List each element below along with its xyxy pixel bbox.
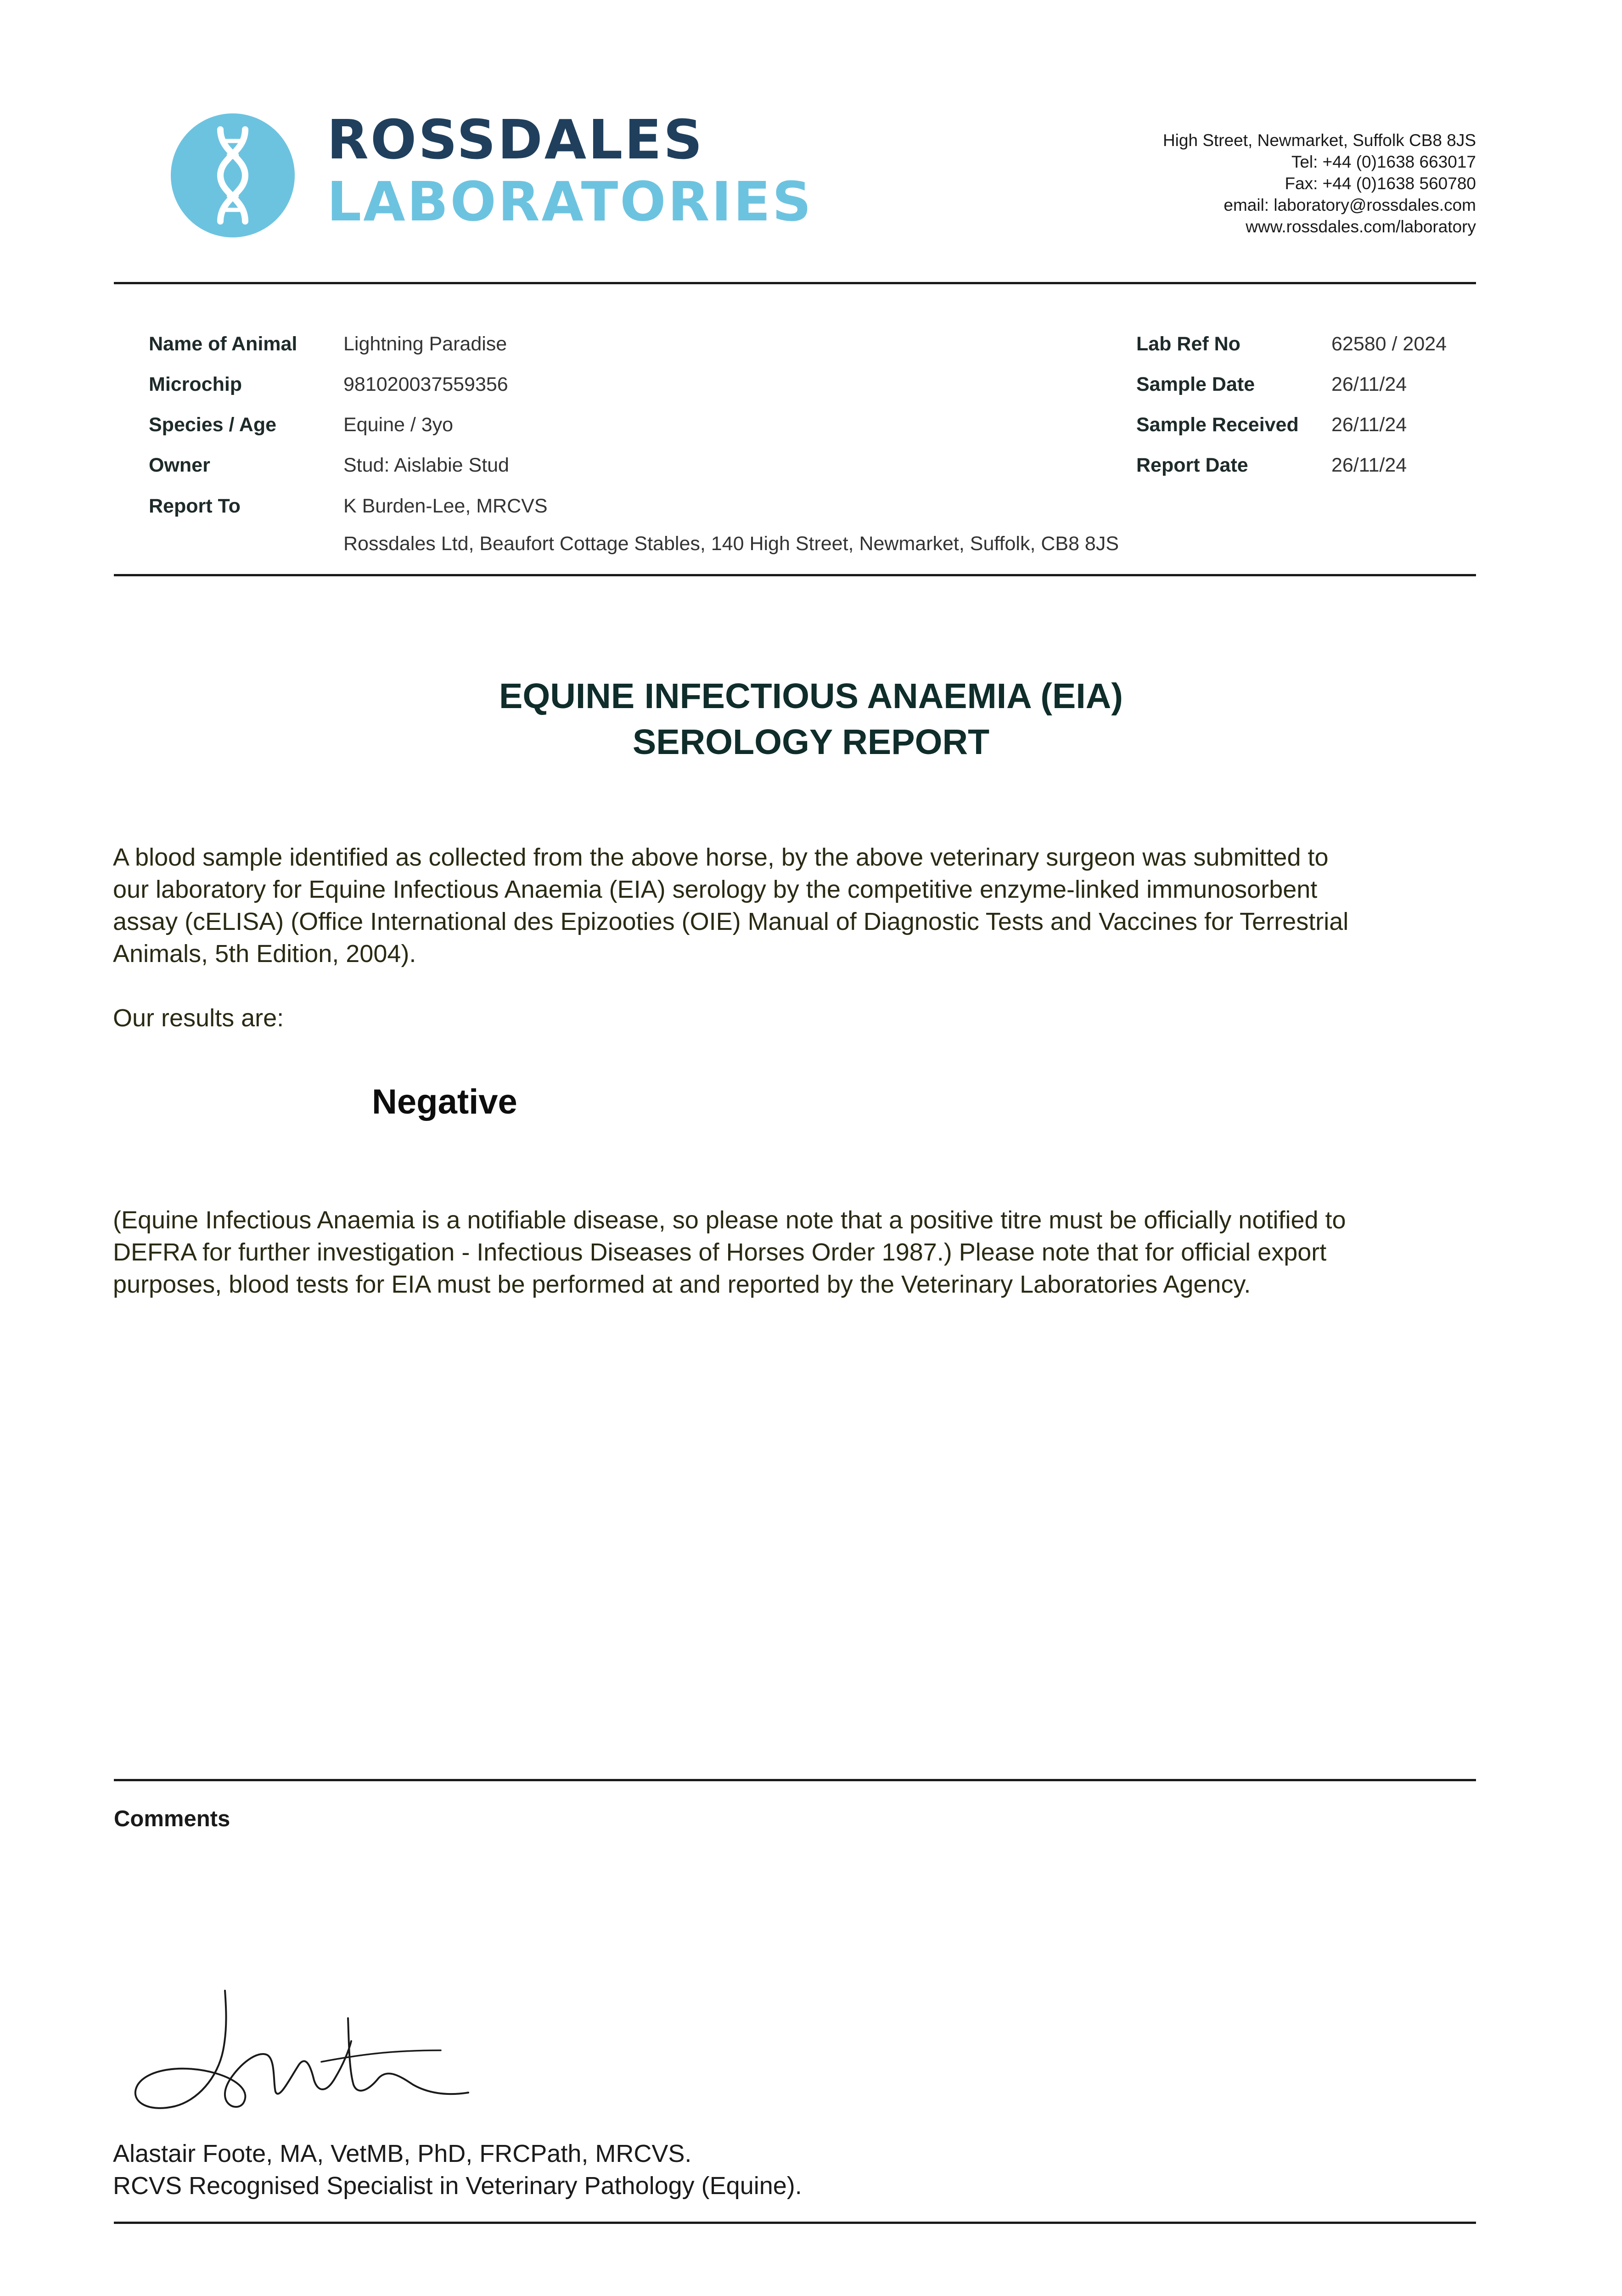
report-to-label: Report To	[149, 495, 241, 517]
brand-name-line1: ROSSDALES	[327, 108, 704, 171]
contact-block	[1163, 129, 1476, 237]
eia-result: Negative	[372, 1082, 517, 1121]
sample-date-label: Sample Date	[1136, 373, 1255, 395]
species-age-label: Species / Age	[149, 414, 277, 436]
report-title-line2: SEROLOGY REPORT	[632, 722, 990, 762]
species-age-value: Equine / 3yo	[343, 414, 454, 436]
handwritten-signature	[119, 1986, 477, 2124]
sample-received-value: 26/11/24	[1331, 414, 1407, 436]
results-intro: Our results are:	[113, 1004, 284, 1032]
lab-ref-value: 62580 / 2024	[1331, 333, 1447, 355]
info-divider	[114, 574, 1476, 576]
comments-label: Comments	[114, 1806, 230, 1831]
report-date-label: Report Date	[1136, 454, 1248, 476]
note-line: purposes, blood tests for EIA must be performed at and reported by the Veterinary Laboratories Agency.	[113, 1271, 1251, 1298]
brand-name-line2: LABORATORIES	[327, 170, 813, 233]
sample-received-label: Sample Received	[1136, 414, 1299, 436]
note-line: (Equine Infectious Anaemia is a notifiable disease, so please note that a positive titre must be officially notified to	[113, 1206, 1346, 1234]
report-title-line1: EQUINE INFECTIOUS ANAEMIA (EIA)	[499, 676, 1123, 716]
owner-value: Stud: Aislabie Stud	[343, 454, 509, 476]
note-line: DEFRA for further investigation - Infectious Diseases of Horses Order 1987.) Please note that for official export	[113, 1238, 1327, 1266]
signatory-block	[113, 2138, 802, 2202]
contact-web: www.rossdales.com/laboratory	[1246, 217, 1476, 236]
microchip-value: 981020037559356	[343, 373, 508, 395]
contact-tel: Tel: +44 (0)1638 663017	[1291, 152, 1476, 171]
contact-address: High Street, Newmarket, Suffolk CB8 8JS	[1162, 131, 1476, 150]
report-date-value: 26/11/24	[1331, 454, 1407, 476]
intro-paragraph	[113, 841, 1499, 970]
intro-line: our laboratory for Equine Infectious Anaemia (EIA) serology by the competitive enzyme-linked immunosorbent	[113, 876, 1318, 903]
dna-helix-icon	[171, 113, 295, 237]
name-of-animal-value: Lightning Paradise	[343, 333, 507, 355]
name-of-animal-label: Name of Animal	[149, 333, 297, 355]
lab-ref-label: Lab Ref No	[1136, 333, 1240, 355]
contact-fax: Fax: +44 (0)1638 560780	[1285, 174, 1476, 193]
footer-divider	[114, 2222, 1476, 2224]
intro-line: Animals, 5th Edition, 2004).	[113, 940, 416, 968]
intro-line: A blood sample identified as collected from the above horse, by the above veterinary surgeon was submitted to	[113, 844, 1329, 871]
notifiable-note	[113, 1204, 1499, 1300]
report-to-value: K Burden-Lee, MRCVS	[343, 495, 548, 517]
signatory-name: Alastair Foote, MA, VetMB, PhD, FRCPath, MRCVS.	[113, 2140, 692, 2167]
owner-label: Owner	[149, 454, 210, 476]
microchip-label: Microchip	[149, 373, 242, 395]
intro-line: assay (cELISA) (Office International des Epizooties (OIE) Manual of Diagnostic Tests and Vaccines for Terrestrial	[113, 908, 1349, 935]
report-to-address: Rossdales Ltd, Beaufort Cottage Stables, 140 High Street, Newmarket, Suffolk, CB8 8JS	[343, 533, 1119, 555]
contact-email: email: laboratory@rossdales.com	[1224, 196, 1476, 214]
comments-divider	[114, 1779, 1476, 1781]
header-divider	[114, 282, 1476, 284]
signatory-title: RCVS Recognised Specialist in Veterinary Pathology (Equine).	[113, 2172, 802, 2200]
sample-date-value: 26/11/24	[1331, 373, 1407, 395]
